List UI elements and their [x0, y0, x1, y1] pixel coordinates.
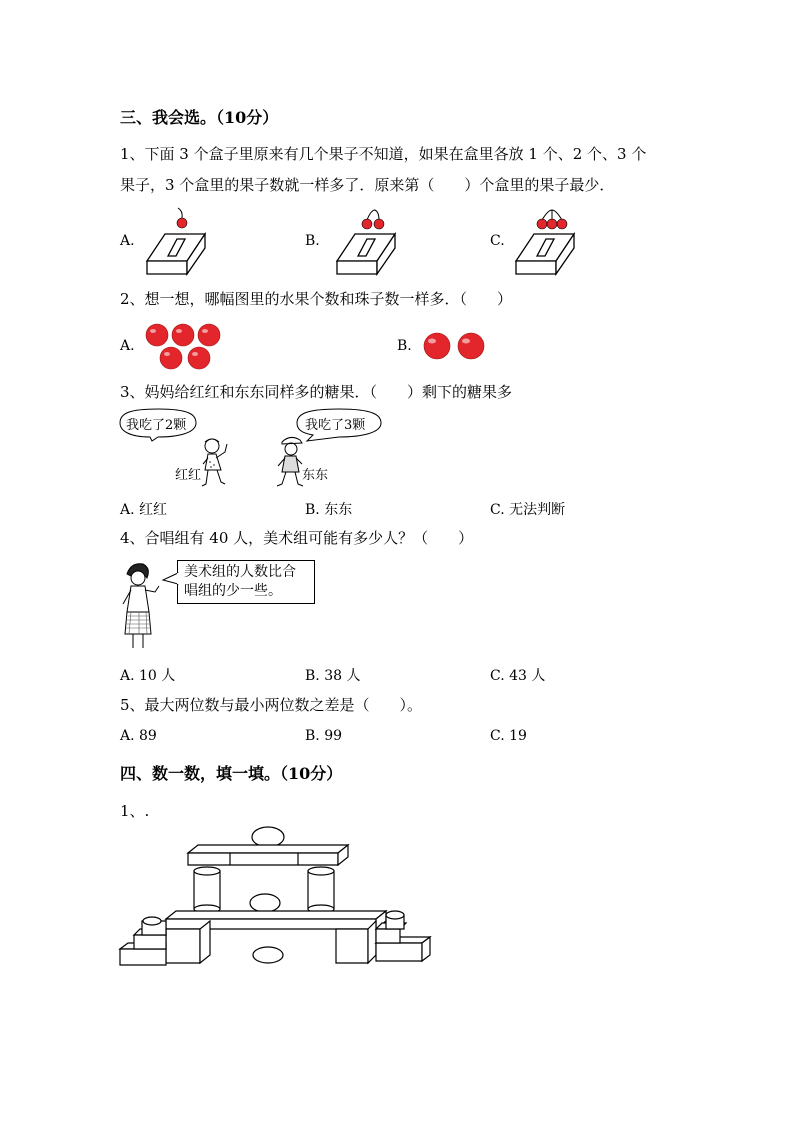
q5-option-b: B. 99 [305, 728, 343, 744]
q2-option-b: B. [397, 338, 412, 354]
name-left: 红红 [175, 468, 202, 483]
q1-option-a: A. [120, 233, 135, 249]
q3-option-b: B. 东东 [305, 502, 353, 518]
cherry-icon [177, 208, 187, 228]
speech-line2: 唱组的少一些。 [184, 583, 282, 599]
box-icon [147, 234, 205, 274]
q3-option-c: C. 无法判断 [490, 502, 566, 518]
girl-figure-icon [197, 436, 231, 490]
q4-option-c: C. 43 人 [490, 668, 546, 684]
block-structure-icon [118, 825, 436, 967]
q4-option-a: A. 10 人 [120, 668, 176, 684]
box-icon [516, 234, 574, 274]
speech-box-pointer [162, 572, 179, 586]
q4-option-b: B. 38 人 [305, 668, 361, 684]
q4-text: 4、合唱组有 40 人，美术组可能有多少人？（ ） [120, 529, 474, 547]
bubble-right-text: 我吃了3颗 [305, 418, 366, 433]
q5-option-a: A. 89 [120, 728, 157, 744]
box-with-three-cherries-icon [514, 206, 576, 278]
speech-line1: 美术组的人数比合 [184, 564, 296, 580]
box-with-one-cherry-icon [145, 206, 207, 278]
q1-option-b: B. [305, 233, 320, 249]
box-icon [337, 234, 395, 274]
q1-option-c: C. [490, 233, 505, 249]
q3-option-a: A. 红红 [120, 502, 168, 518]
bubble-left-text: 我吃了2颗 [126, 418, 187, 433]
section4-title: 四、数一数，填一填。（10分） [120, 764, 343, 783]
two-apples-icon [421, 332, 491, 360]
q1-line2: 果子，3 个盒里的果子数就一样多了．原来第（ ）个盒里的果子最少． [120, 176, 615, 194]
teacher-figure-icon [117, 562, 163, 652]
s4-q1-text: 1、. [120, 802, 150, 820]
five-apples-icon [143, 320, 227, 372]
q2-option-a: A. [120, 338, 135, 354]
speech-box [177, 560, 315, 604]
section3-title: 三、我会选。（10分） [120, 108, 279, 127]
box-with-two-cherries-icon [335, 206, 397, 278]
q3-text: 3、妈妈给红红和东东同样多的糖果．（ ）剩下的糖果多 [120, 383, 513, 401]
q2-text: 2、想一想，哪幅图里的水果个数和珠子数一样多．（ ） [120, 290, 513, 308]
q5-text: 5、最大两位数与最小两位数之差是（ ）。 [120, 696, 423, 714]
q5-option-c: C. 19 [490, 728, 527, 744]
cherry-icon [362, 210, 384, 229]
name-right: 东东 [302, 468, 329, 483]
cherry-icon [537, 210, 567, 229]
q1-line1: 1、下面 3 个盒子里原来有几个果子不知道，如果在盒里各放 1 个、2 个、3 个 [120, 145, 647, 163]
